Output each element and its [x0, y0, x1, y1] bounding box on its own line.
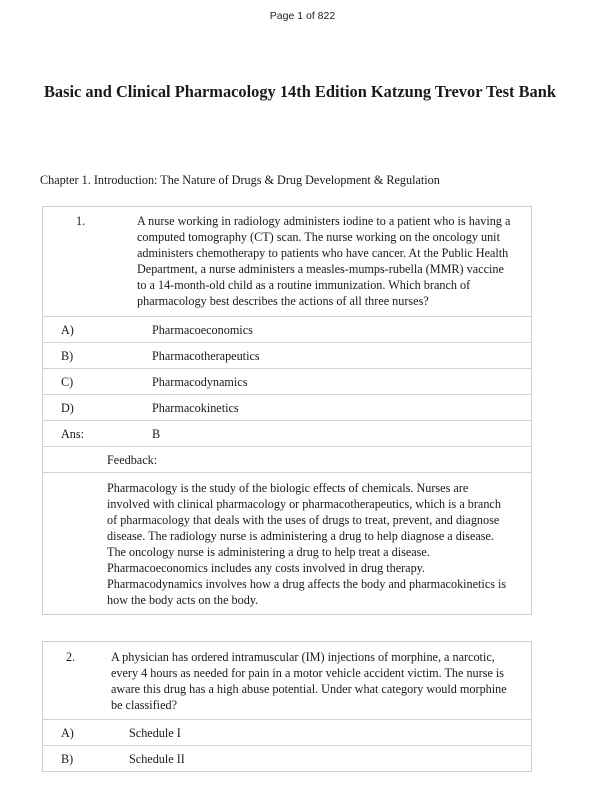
- option-row-a: [43, 719, 531, 745]
- question-text: A nurse working in radiology administers iodine to a patient who is having a computed tomography (CT) scan. The nurse working on the oncology unit administers chemotherapy to patients who have cancer. At the Public Health Department, a nurse administers a measles-mumps-rubella (MMR) vaccine to a 14-month-old child as a routine immunization. Which branch of pharmacology best describes the actions of all three nurses?: [137, 214, 511, 308]
- option-row-d: [43, 394, 531, 420]
- question-row: [43, 642, 531, 719]
- option-text: Pharmacotherapeutics: [152, 348, 260, 363]
- feedback-label-row: [43, 446, 531, 472]
- answer-value: B: [152, 426, 161, 441]
- feedback-label: Feedback:: [107, 452, 158, 467]
- chapter-heading: Chapter 1. Introduction: The Nature of Drugs & Drug Development & Regulation: [40, 173, 440, 187]
- option-label: C): [61, 374, 74, 389]
- feedback-text: Pharmacology is the study of the biologic effects of chemicals. Nurses are involved with clinical pharmacology or pharmacotherapeutics, which is a branch of pharmacology that deals with the uses of drugs to treat, prevent, and diagnose disease. The radiology nurse is administering a drug to help diagnose a disease. The oncology nurse is administering a drug to help treat a disease. Pharmacoeconomics includes any costs involved in drug therapy. Pharmacodynamics involves how a drug affects the body and pharmacokinetics is how the body acts on the body.: [107, 481, 507, 607]
- option-label: B): [61, 751, 74, 766]
- option-text: Schedule I: [129, 725, 181, 740]
- option-label: D): [61, 400, 74, 415]
- option-label: B): [61, 348, 74, 363]
- option-row-a: [43, 316, 531, 342]
- option-row-c: [43, 368, 531, 394]
- option-text: Pharmacodynamics: [152, 374, 248, 389]
- option-row-b: [43, 745, 531, 771]
- option-row-b: [43, 342, 531, 368]
- question-text: A physician has ordered intramuscular (IM) injections of morphine, a narcotic, every 4 hours as needed for pain in a motor vehicle accident victim. The nurse is aware this drug has a high abuse potential. Under what category would morphine be classified?: [111, 650, 507, 712]
- option-label: A): [61, 725, 74, 740]
- answer-row: [43, 420, 531, 446]
- question-2-table: [42, 641, 532, 772]
- question-1-table: [42, 206, 532, 615]
- option-text: Pharmacokinetics: [152, 400, 239, 415]
- question-number: 1.: [76, 214, 86, 228]
- document-title: Basic and Clinical Pharmacology 14th Edition Katzung Trevor Test Bank: [44, 82, 556, 101]
- question-number: 2.: [66, 650, 76, 664]
- question-row: [43, 207, 531, 316]
- option-text: Schedule II: [129, 751, 185, 766]
- option-label: A): [61, 322, 74, 337]
- page-number: Page 1 of 822: [269, 10, 336, 22]
- option-text: Pharmacoeconomics: [152, 322, 253, 337]
- answer-label: Ans:: [61, 426, 85, 441]
- feedback-text-row: [43, 472, 531, 614]
